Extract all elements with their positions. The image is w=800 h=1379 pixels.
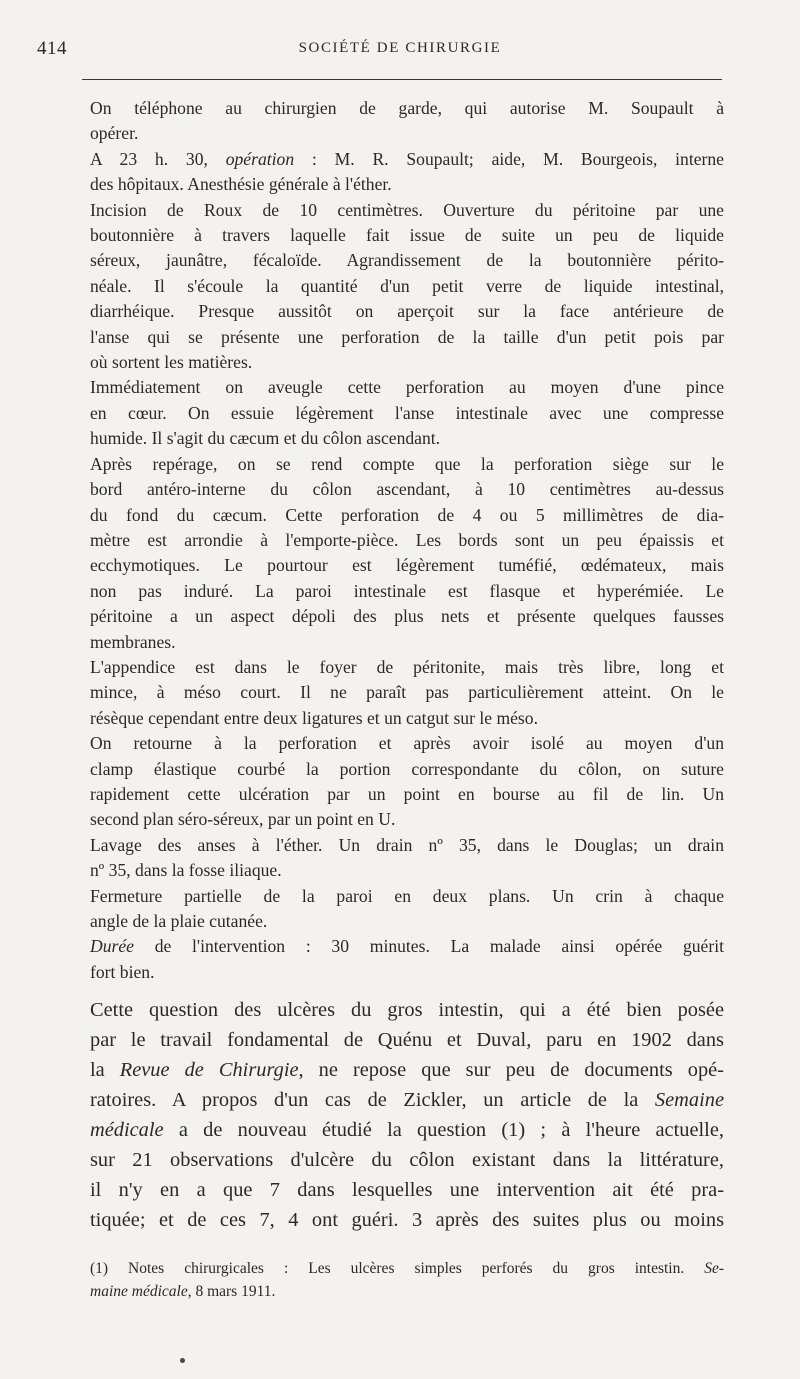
paragraph-suture bbox=[90, 731, 724, 833]
text-line: mince, à méso court. Il ne paraît pas particulièrement atteint. On le bbox=[90, 682, 724, 703]
text-span: la bbox=[90, 1059, 120, 1081]
text-line: Lavage des anses à l'éther. Un drain nº 35, dans le Douglas; un drain bbox=[90, 834, 724, 855]
text-line: où sortent les matières. bbox=[90, 352, 253, 373]
text-span: A 23 h. 30, bbox=[90, 148, 226, 169]
journal-title: Revue de Chirurgie bbox=[119, 1059, 299, 1081]
text-span: , 8 mars 1911. bbox=[187, 1283, 276, 1300]
text-span: ratoires. A propos d'un cas de Zickler, un article de la bbox=[90, 1089, 655, 1111]
duration-label: Durée bbox=[90, 936, 134, 957]
footnote-text bbox=[90, 1257, 724, 1303]
text-line bbox=[90, 1280, 724, 1303]
text-line: par le travail fondamental de Quénu et Duval, paru en 1902 dans bbox=[90, 1029, 724, 1051]
paragraph-clamping bbox=[90, 375, 724, 451]
text-line: Après repérage, on se rend compte que la perforation siège sur le bbox=[90, 453, 724, 474]
text-line: mètre est arrondie à l'emporte-pièce. Les bords sont un peu épaissis et bbox=[90, 529, 724, 550]
text-line: diarrhéique. Presque aussitôt on aperçoit sur la face antérieure de bbox=[90, 301, 724, 322]
text-line: On téléphone au chirurgien de garde, qui autorise M. Soupault à bbox=[90, 98, 724, 118]
text-line: l'anse qui se présente une perforation de la taille d'un petit pois par bbox=[90, 326, 724, 347]
text-line: rapidement cette ulcération par un point en bourse au fil de lin. Un bbox=[90, 783, 724, 804]
discussion-text bbox=[90, 995, 724, 1235]
text-line: Immédiatement on aveugle cette perforation au moyen d'une pince bbox=[90, 377, 724, 398]
operation-label: opération bbox=[225, 148, 295, 169]
footnote bbox=[90, 1257, 724, 1303]
paragraph-appendix bbox=[90, 655, 724, 731]
text-line: Fermeture partielle de la paroi en deux plans. Un crin à chaque bbox=[90, 885, 724, 906]
text-span: a de nouveau étudié la question (1) ; à l'heure actuelle, bbox=[163, 1119, 724, 1141]
text-line: opérer. bbox=[90, 123, 139, 144]
text-line: second plan séro-séreux, par un point en U. bbox=[90, 809, 396, 830]
header-rule bbox=[82, 79, 722, 80]
paragraph-discussion bbox=[90, 995, 724, 1235]
text-line: ecchymotiques. Le pourtour est légèrement tuméfié, œdémateux, mais bbox=[90, 555, 724, 576]
text-line: fort bien. bbox=[90, 961, 155, 982]
paragraph-phone-call bbox=[90, 96, 724, 147]
text-line: tiquée; et de ces 7, 4 ont guéri. 3 après des suites plus ou moins bbox=[90, 1209, 724, 1231]
text-line: membranes. bbox=[90, 631, 176, 652]
journal-title: Semaine bbox=[654, 1089, 724, 1111]
text-line: il n'y en a que 7 dans lesquelles une intervention ait été pra- bbox=[90, 1179, 724, 1201]
text-line: On retourne à la perforation et après avoir isolé au moyen d'un bbox=[90, 733, 724, 754]
text-line: humide. Il s'agit du cæcum et du côlon ascendant. bbox=[90, 428, 441, 449]
journal-title: médicale bbox=[90, 1119, 164, 1141]
text-line: clamp élastique courbé la portion correspondante du côlon, on suture bbox=[90, 758, 724, 779]
text-line: angle de la plaie cutanée. bbox=[90, 911, 268, 931]
running-title: SOCIÉTÉ DE CHIRURGIE bbox=[298, 40, 502, 56]
text-line: bord antéro-interne du côlon ascendant, à 10 centimètres au-dessus bbox=[90, 479, 724, 500]
page-number: 414 bbox=[37, 38, 67, 59]
text-span: : M. R. Soupault; aide, M. Bourgeois, interne bbox=[294, 148, 724, 169]
text-line: péritoine a un aspect dépoli des plus nets et présente quelques fausses bbox=[90, 606, 724, 627]
case-report-text bbox=[90, 96, 724, 985]
text-line: nº 35, dans la fosse iliaque. bbox=[90, 860, 282, 881]
text-line: séreux, jaunâtre, fécaloïde. Agrandissement de la boutonnière périto- bbox=[90, 250, 724, 271]
paragraph-incision bbox=[90, 198, 724, 376]
text-line bbox=[90, 147, 724, 172]
journal-title: maine médicale bbox=[90, 1283, 188, 1300]
text-line: des hôpitaux. Anesthésie générale à l'éther. bbox=[90, 174, 392, 195]
text-line: non pas induré. La paroi intestinale est flasque et hyperémiée. Le bbox=[90, 580, 724, 601]
text-line: néale. Il s'écoule la quantité d'un petit verre de liquide intestinal, bbox=[90, 275, 724, 296]
text-line bbox=[90, 1055, 724, 1085]
text-line: en cœur. On essuie légèrement l'anse intestinale avec une compresse bbox=[90, 402, 724, 423]
text-line: Incision de Roux de 10 centimètres. Ouverture du péritoine par une bbox=[90, 199, 724, 220]
text-line bbox=[90, 1257, 724, 1280]
paragraph-drainage bbox=[90, 833, 724, 884]
text-line: L'appendice est dans le foyer de péritonite, mais très libre, long et bbox=[90, 656, 724, 677]
paragraph-location bbox=[90, 452, 724, 655]
text-line bbox=[90, 1085, 724, 1115]
paragraph-closure bbox=[90, 884, 724, 935]
paragraph-operation bbox=[90, 147, 724, 198]
ink-dot bbox=[180, 1358, 185, 1363]
text-span: (1) Notes chirurgicales : Les ulcères simples perforés du gros intestin. bbox=[90, 1260, 705, 1277]
text-line bbox=[90, 934, 724, 959]
text-line: Cette question des ulcères du gros intestin, qui a été bien posée bbox=[90, 999, 724, 1021]
paragraph-duration bbox=[90, 934, 724, 985]
journal-title: Se- bbox=[704, 1260, 724, 1277]
text-span: de l'intervention : 30 minutes. La malade ainsi opérée guérit bbox=[133, 936, 724, 957]
text-line bbox=[90, 1115, 724, 1145]
text-line: du fond du cæcum. Cette perforation de 4 ou 5 millimètres de dia- bbox=[90, 504, 724, 525]
text-line: sur 21 observations d'ulcère du côlon existant dans la littérature, bbox=[90, 1149, 724, 1171]
text-line: boutonnière à travers laquelle fait issue de suite un peu de liquide bbox=[90, 225, 724, 246]
text-span: , ne repose que sur peu de documents opé- bbox=[298, 1059, 724, 1081]
text-line: résèque cependant entre deux ligatures et un catgut sur le méso. bbox=[90, 707, 538, 728]
